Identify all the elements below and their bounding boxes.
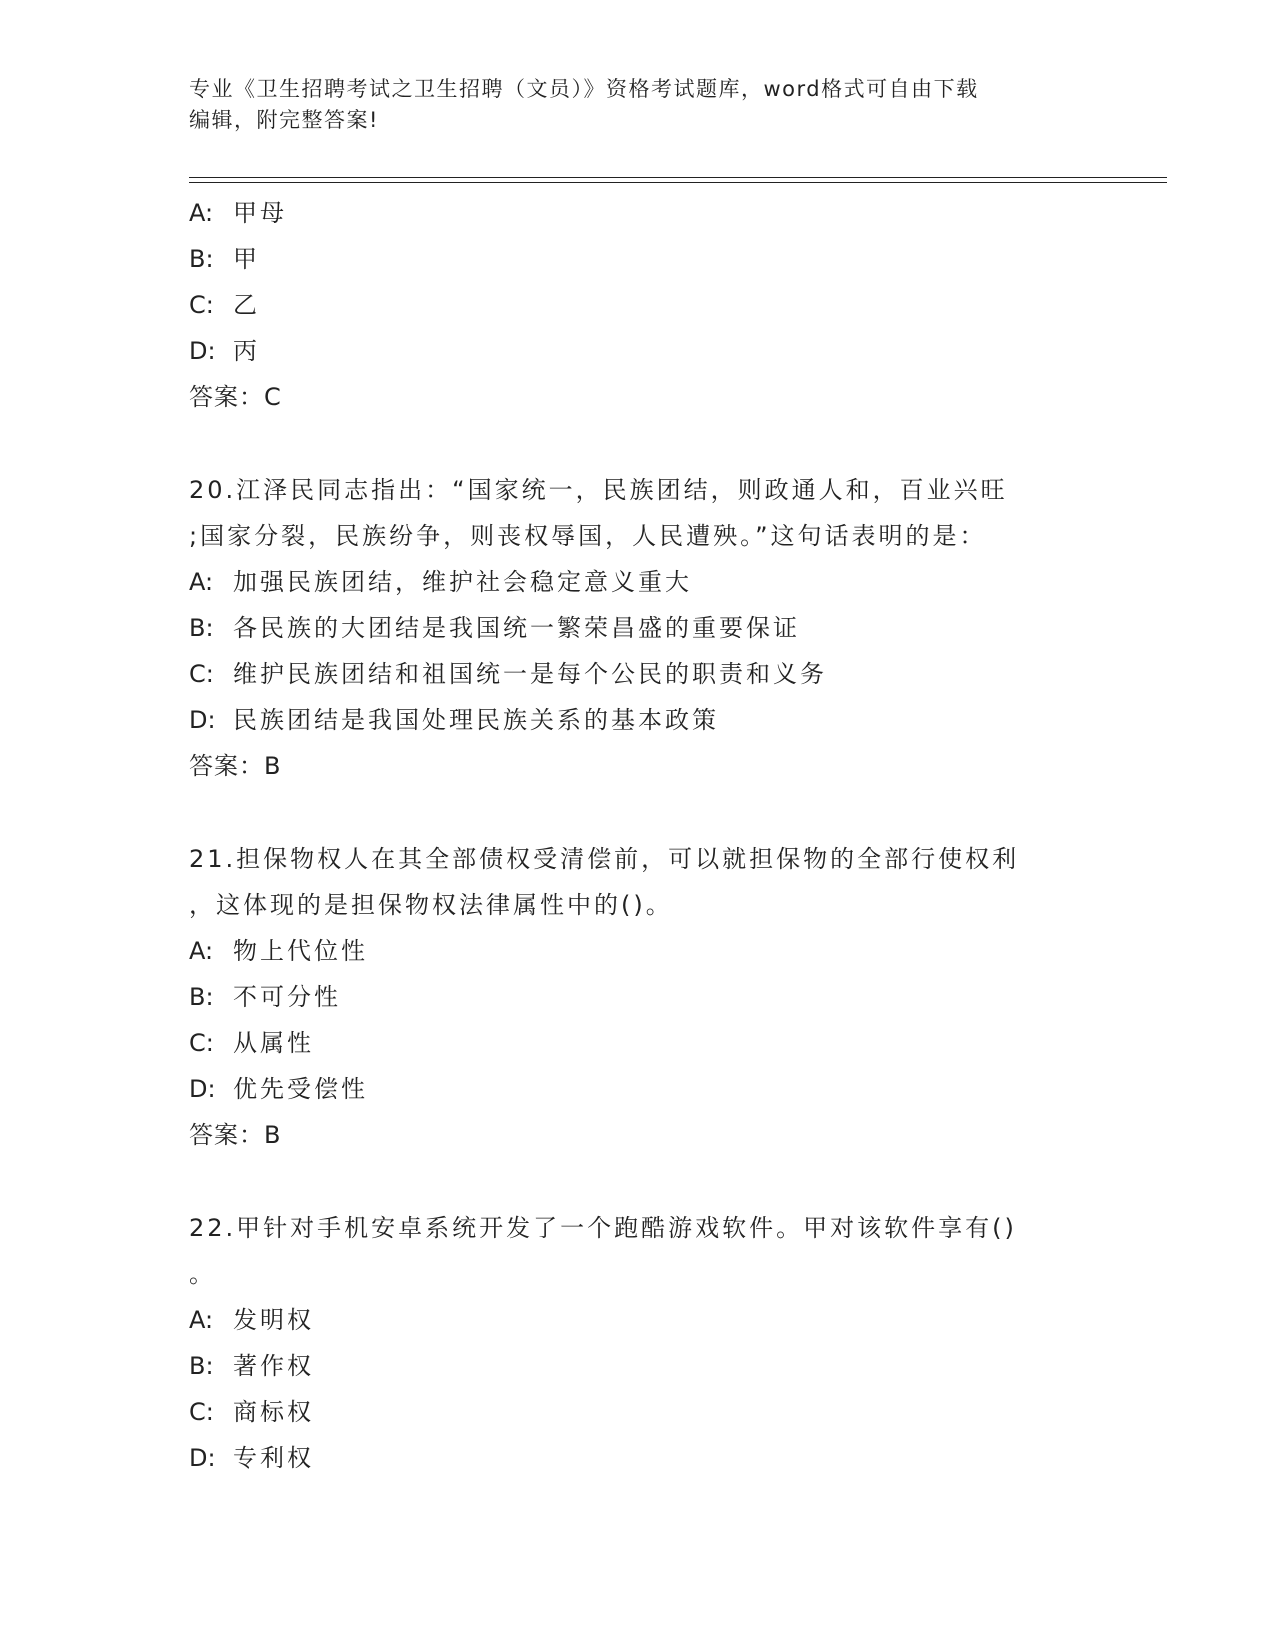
option-key: B: <box>189 1352 214 1380</box>
option-key: D: <box>189 1444 216 1472</box>
question-stem-line-2: 。 <box>189 1260 216 1288</box>
question-stem-line-2: ，这体现的是担保物权法律属性中的()。 <box>189 891 673 919</box>
option-text: 著作权 <box>233 1352 314 1380</box>
option-b <box>189 974 1089 1020</box>
option-c <box>189 282 1089 328</box>
question-20-answer: 答案：B <box>189 752 282 780</box>
option-text: 甲母 <box>233 199 287 227</box>
question-22 <box>189 1205 1089 1481</box>
question-stem-line-2: ;国家分裂，民族纷争，则丧权辱国，人民遭殃。”这句话表明的是： <box>189 522 987 550</box>
question-stem-line-1: 22.甲针对手机安卓系统开发了一个跑酷游戏软件。甲对该软件享有() <box>189 1214 1017 1242</box>
question-19-options <box>189 190 1089 420</box>
option-a <box>189 1297 1089 1343</box>
option-key: D: <box>189 706 216 734</box>
option-a <box>189 559 1089 605</box>
option-b <box>189 1343 1089 1389</box>
option-text: 甲 <box>233 245 260 273</box>
document-header <box>189 74 1089 136</box>
option-text: 不可分性 <box>233 983 341 1011</box>
question-stem-line-1: 20.江泽民同志指出：“国家统一，民族团结，则政通人和，百业兴旺 <box>189 476 1008 504</box>
option-a <box>189 190 1089 236</box>
question-19-answer: 答案：C <box>189 383 282 411</box>
option-key: B: <box>189 245 214 273</box>
option-key: A: <box>189 937 214 965</box>
option-key: C: <box>189 291 214 319</box>
option-key: C: <box>189 1398 214 1426</box>
option-text: 从属性 <box>233 1029 314 1057</box>
question-list <box>189 190 1089 1481</box>
spacer <box>189 420 1089 467</box>
spacer <box>189 1158 1089 1205</box>
option-key: B: <box>189 983 214 1011</box>
option-key: D: <box>189 337 216 365</box>
spacer <box>189 789 1089 836</box>
question-21 <box>189 836 1089 1158</box>
header-divider-bottom <box>189 182 1167 183</box>
header-line-1: 专业《卫生招聘考试之卫生招聘（文员）》资格考试题库，word格式可自由下载 <box>189 77 979 101</box>
option-text: 加强民族团结，维护社会稳定意义重大 <box>233 568 692 596</box>
question-21-answer: 答案：B <box>189 1121 282 1149</box>
option-key: D: <box>189 1075 216 1103</box>
option-text: 民族团结是我国处理民族关系的基本政策 <box>233 706 719 734</box>
option-c <box>189 1020 1089 1066</box>
option-d <box>189 1066 1089 1112</box>
option-key: A: <box>189 568 214 596</box>
option-c <box>189 651 1089 697</box>
option-key: A: <box>189 199 214 227</box>
option-text: 各民族的大团结是我国统一繁荣昌盛的重要保证 <box>233 614 800 642</box>
header-line-2: 编辑，附完整答案! <box>189 108 379 132</box>
option-text: 乙 <box>233 291 260 319</box>
option-text: 发明权 <box>233 1306 314 1334</box>
option-text: 物上代位性 <box>233 937 368 965</box>
option-text: 专利权 <box>233 1444 314 1472</box>
option-c <box>189 1389 1089 1435</box>
question-stem-line-1: 21.担保物权人在其全部债权受清偿前，可以就担保物的全部行使权利 <box>189 845 1020 873</box>
option-text: 丙 <box>233 337 260 365</box>
option-key: C: <box>189 660 214 688</box>
option-text: 优先受偿性 <box>233 1075 368 1103</box>
option-key: C: <box>189 1029 214 1057</box>
question-20 <box>189 467 1089 789</box>
option-key: A: <box>189 1306 214 1334</box>
option-a <box>189 928 1089 974</box>
option-key: B: <box>189 614 214 642</box>
option-d <box>189 328 1089 374</box>
option-text: 维护民族团结和祖国统一是每个公民的职责和义务 <box>233 660 827 688</box>
option-d <box>189 1435 1089 1481</box>
option-text: 商标权 <box>233 1398 314 1426</box>
header-divider-top <box>189 177 1167 178</box>
option-b <box>189 236 1089 282</box>
option-d <box>189 697 1089 743</box>
option-b <box>189 605 1089 651</box>
